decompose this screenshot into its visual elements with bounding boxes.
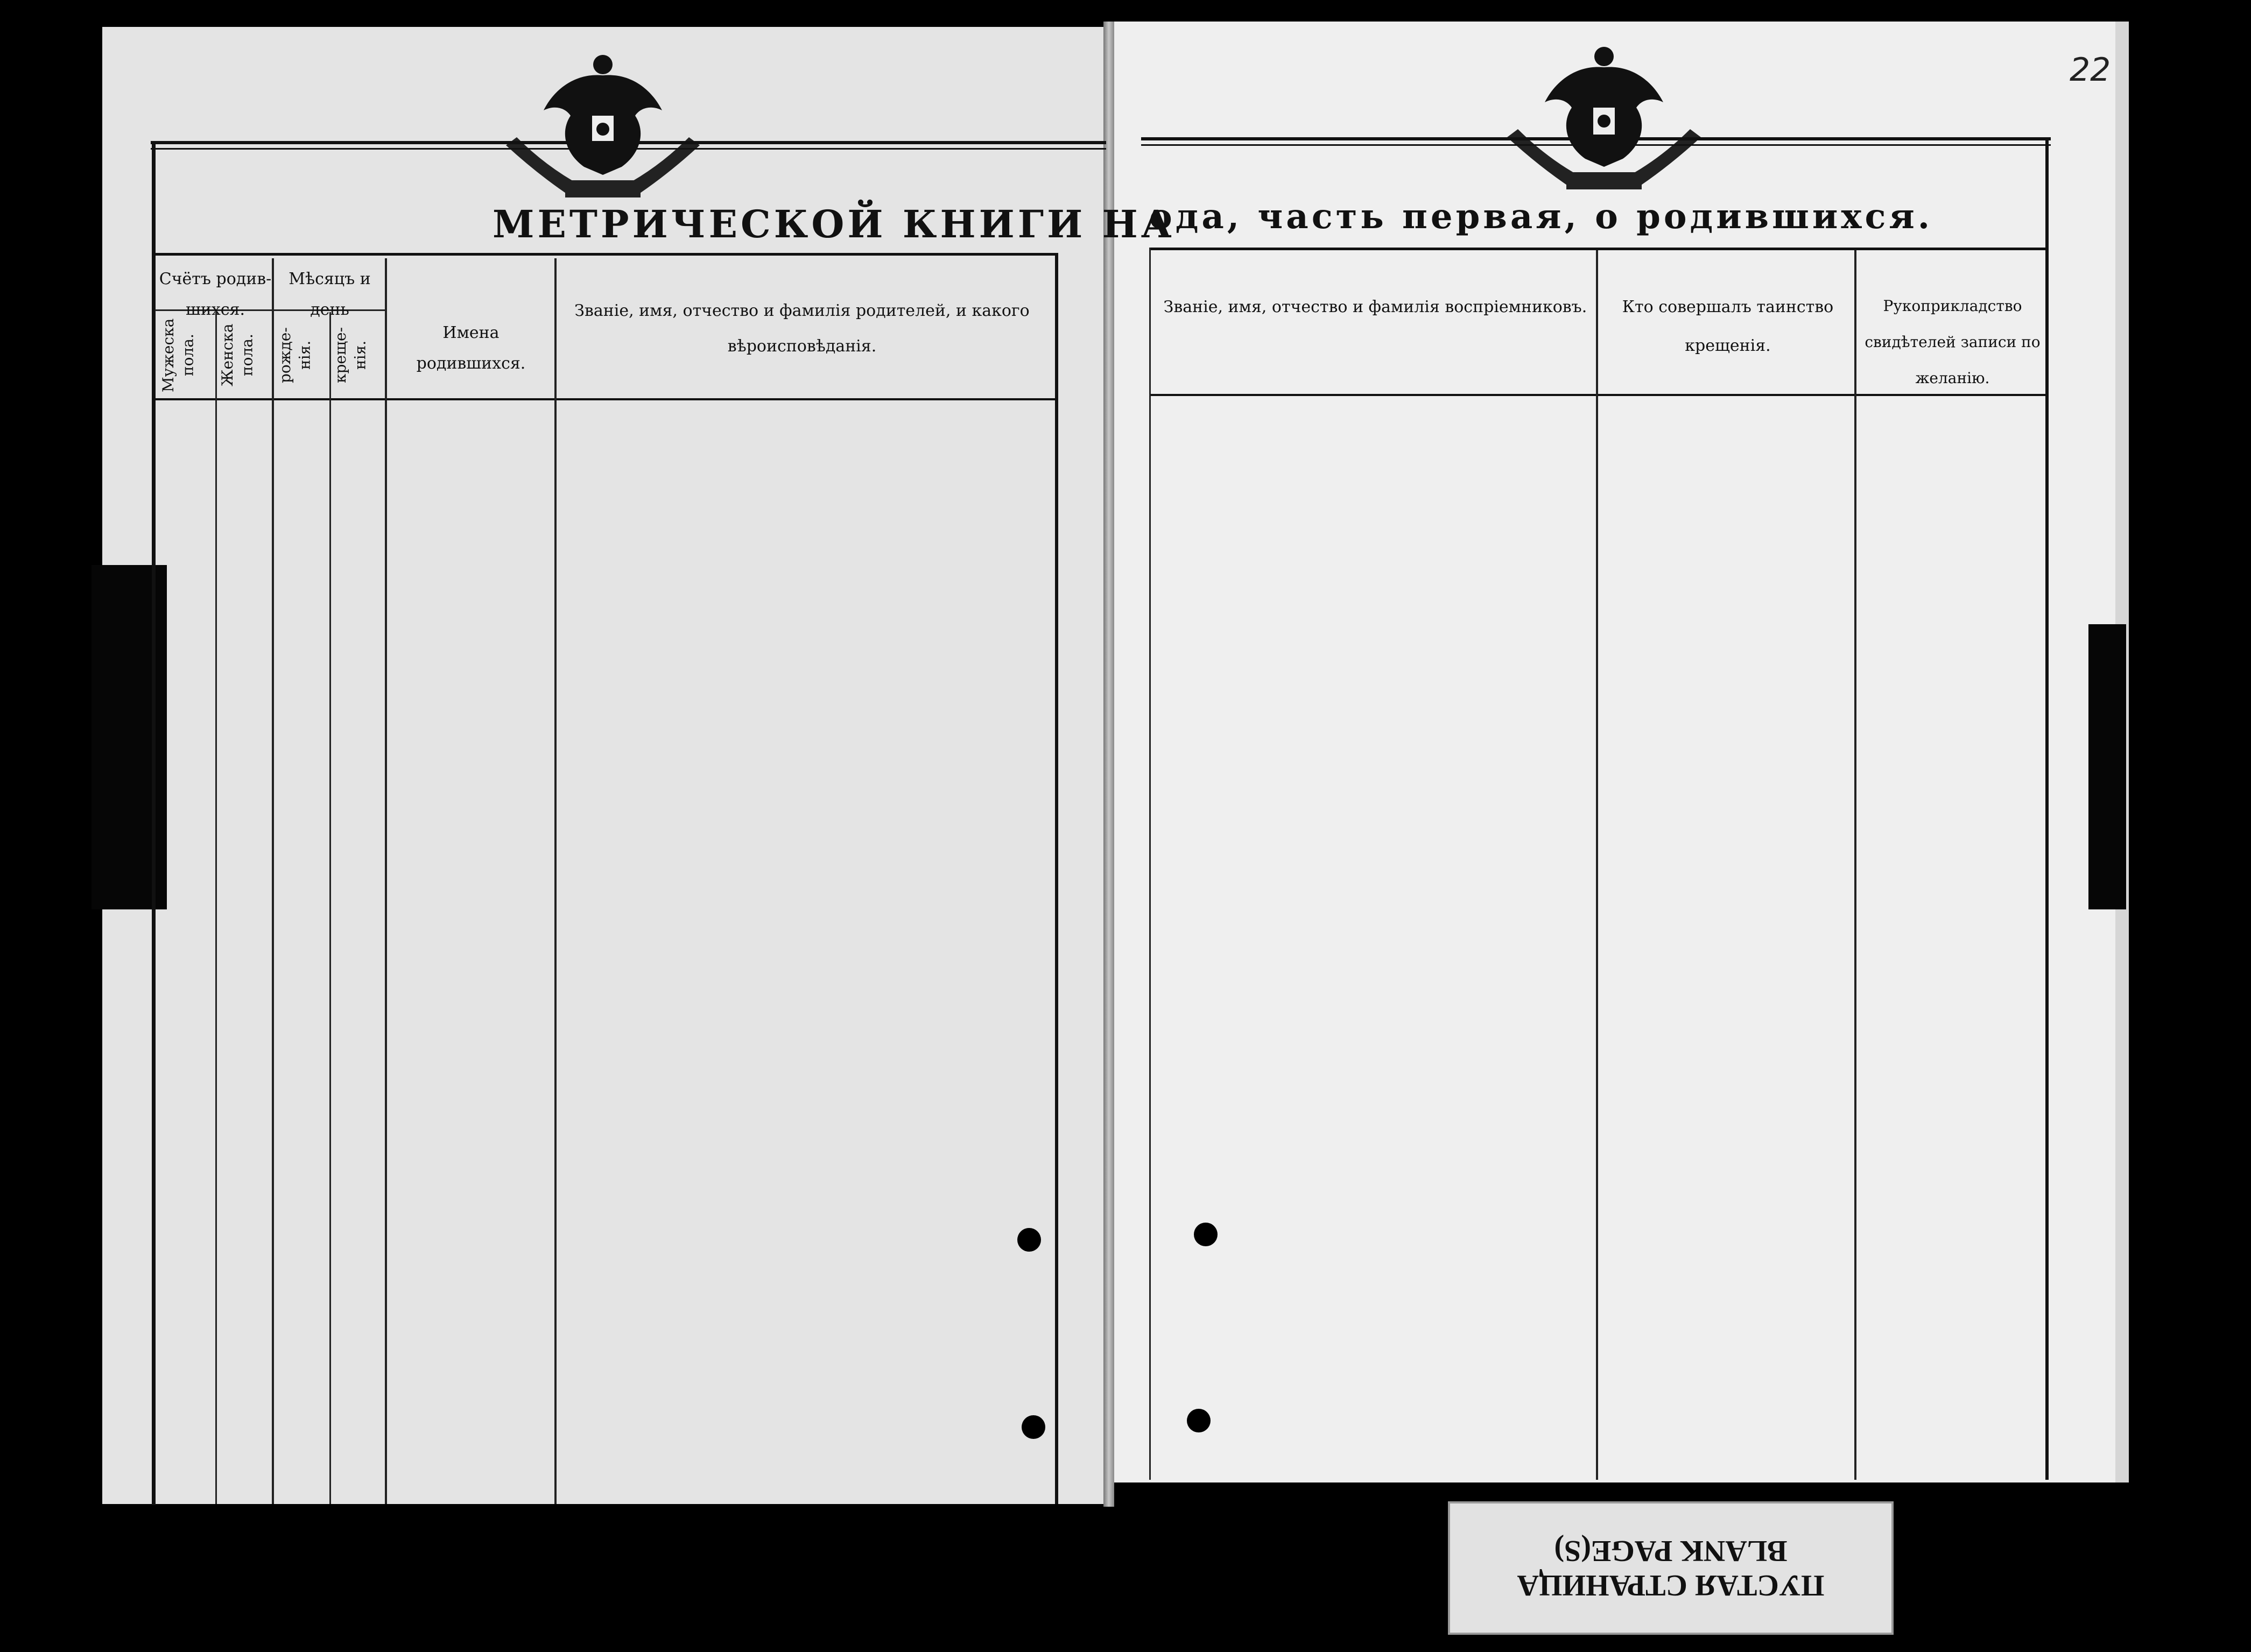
col-line xyxy=(554,258,557,1504)
header-month-baptism: креще- нія. xyxy=(332,327,369,384)
left-header-rule xyxy=(152,398,1056,400)
right-page-title: ода, часть первая, о родившихся. xyxy=(1149,196,1933,237)
header-count-group: Счётъ родив- шихся. xyxy=(159,270,272,319)
left-title-rule xyxy=(152,253,1056,256)
header-godparents: Званіе, имя, отчество и фамилія воспріемниковъ. xyxy=(1163,298,1587,316)
right-frame-border xyxy=(2045,137,2049,1480)
double-headed-eagle-crest-icon xyxy=(1496,43,1712,194)
page-number: 22 xyxy=(2070,51,2111,89)
right-title-rule xyxy=(1149,248,2048,250)
left-page xyxy=(102,27,1114,1504)
header-month-group: Мѣсяцъ и день xyxy=(289,270,371,319)
col-line xyxy=(215,312,217,1504)
right-top-rule-2 xyxy=(1141,144,2051,146)
double-headed-eagle-crest-icon xyxy=(495,51,711,202)
header-witnesses: Рукоприкладство свидѣтелей записи по желанію. xyxy=(1865,297,2041,387)
punch-hole xyxy=(1194,1223,1218,1246)
stamp-line-english: BLANK PAGE(S) xyxy=(1554,1534,1788,1568)
punch-hole xyxy=(1022,1415,1045,1439)
header-names: Имена родившихся. xyxy=(416,323,526,373)
col-line xyxy=(272,258,274,1504)
col-line xyxy=(385,258,387,1504)
blank-page-stamp xyxy=(1448,1501,1894,1635)
header-count-female: Женска пола. xyxy=(219,323,256,387)
left-right-border xyxy=(1055,253,1058,1504)
header-parents: Званіе, имя, отчество и фамилія родителей, и какого вѣроисповѣданія. xyxy=(574,301,1030,356)
col-line xyxy=(1854,250,1856,1480)
col-line xyxy=(1149,248,1151,1480)
left-page-title: МЕТРИЧЕСКОЙ КНИГИ НА xyxy=(493,202,1175,246)
col-line xyxy=(1596,250,1598,1480)
header-count-male: Мужеска пола. xyxy=(159,318,197,392)
header-month-birth: рожде- нія. xyxy=(276,327,314,383)
header-officiant: Кто совершалъ таинство крещенія. xyxy=(1622,298,1834,355)
col-line xyxy=(329,312,331,1504)
left-top-rule xyxy=(151,141,1106,144)
right-page xyxy=(1109,22,2126,1482)
stamp-line-russian: ПУСТАЯ СТРАНИЦА xyxy=(1517,1569,1825,1602)
punch-hole xyxy=(1017,1228,1041,1252)
punch-hole xyxy=(1187,1409,1211,1432)
left-top-rule-2 xyxy=(151,148,1106,150)
binding-clip-left xyxy=(92,565,167,909)
right-top-rule xyxy=(1141,137,2051,140)
binding-clip-right xyxy=(2088,624,2126,909)
left-frame-border xyxy=(152,141,156,1505)
